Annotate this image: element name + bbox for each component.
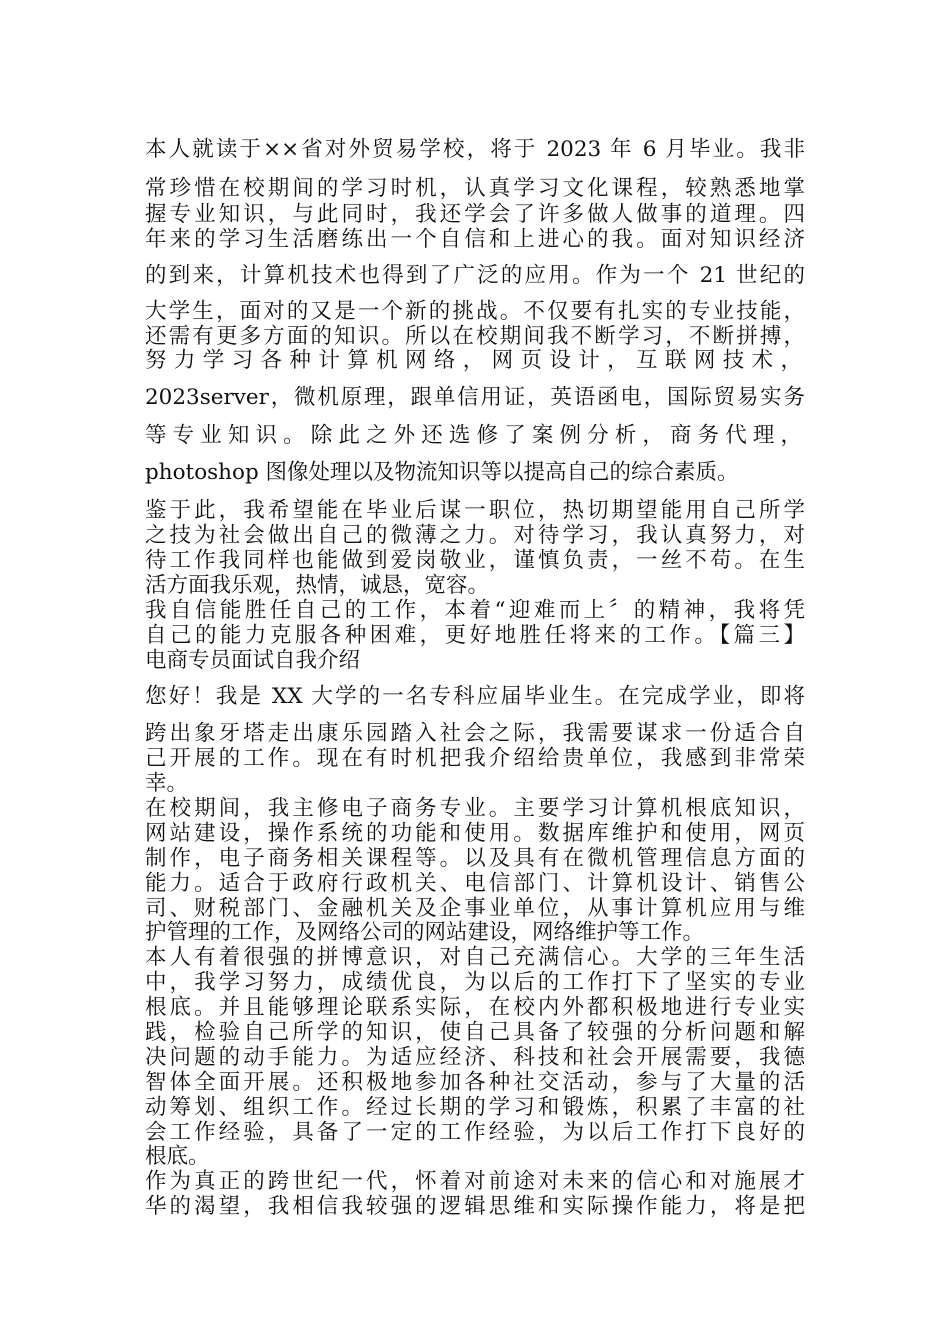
text-line: 您好！我是 XX 大学的一名专科应届毕业生。在完成学业，即将 [145,684,805,709]
text-line: 决问题的动手能力。为适应经济、科技和社会开展需要，我德 [145,1045,805,1070]
text-line: 还需有更多方面的知识。所以在校期间我不断学习，不断拼搏， [145,324,805,349]
text-line: 鉴于此，我希望能在毕业后谋一职位，热切期望能用自己所学 [145,498,805,523]
text-line: 华的渴望，我相信我较强的逻辑思维和实际操作能力，将是把 [145,1194,805,1219]
text-line: 握专业知识，与此同时，我还学会了许多做人做事的道理。四 [145,202,805,227]
text-line: 中，我学习努力，成绩优良，为以后的工作打下了坚实的专业 [145,970,805,995]
text-line: 网站建设，操作系统的功能和使用。数据库维护和使用，网页 [145,821,805,846]
text-line: 己开展的工作。现在有时机把我介绍给贵单位，我感到非常荣 [145,746,805,771]
text-line: 司、财税部门、金融机关及企事业单位，从事计算机应用与维 [145,896,805,921]
text-line: 幸。 [145,771,189,796]
text-line: 本人就读于××省对外贸易学校，将于 2023 年 6 月毕业。我非 [145,137,805,162]
text-line: 待工作我同样也能做到爱岗敬业，谨慎负责，一丝不苟。在生 [145,548,805,573]
text-line: 智体全面开展。还积极地参加各种社交活动，参与了大量的活 [145,1070,805,1095]
text-line: 电商专员面试自我介绍 [145,648,361,673]
text-line: 大学生，面对的又是一个新的挑战。不仅要有扎实的专业技能， [145,299,805,324]
text-line: 常珍惜在校期间的学习时机，认真学习文化课程，较熟悉地掌 [145,176,805,201]
text-line: photoshop 图像处理以及物流知识等以提高自己的综合素质。 [145,460,739,485]
text-line: 等专业知识。除此之外还选修了案例分析，商务代理， [145,423,805,448]
text-line: 努力学习各种计算机网络，网页设计，互联网技术， [145,348,805,373]
text-line: 护管理的工作，及网络公司的网站建设，网络维护等工作。 [145,920,705,945]
text-line: 自己的能力克服各种困难，更好地胜任将来的工作。【篇三】 [145,623,805,648]
text-line: 跨出象牙塔走出康乐园踏入社会之际，我需要谋求一份适合自 [145,721,805,746]
text-line: 制作，电子商务相关课程等。以及具有在微机管理信息方面的 [145,846,805,871]
text-line: 能力。适合于政府行政机关、电信部门、计算机设计、销售公 [145,871,805,896]
text-line: 的到来，计算机技术也得到了广泛的应用。作为一个 21 世纪的 [145,263,805,288]
text-line: 年来的学习生活磨练出一个自信和上进心的我。面对知识经济 [145,227,805,252]
text-line: 2023server，微机原理，跟单信用证，英语函电，国际贸易实务 [145,385,805,410]
text-line: 之技为社会做出自己的微薄之力。对待学习，我认真努力，对 [145,523,805,548]
text-line: 根底。 [145,1144,210,1169]
text-line: 动筹划、组织工作。经过长期的学习和锻炼，积累了丰富的社 [145,1095,805,1120]
text-line: 根底。并且能够理论联系实际，在校内外都积极地进行专业实 [145,995,805,1020]
text-line: 本人有着很强的拼博意识，对自己充满信心。大学的三年生活 [145,945,805,970]
text-line: 活方面我乐观，热情，诚恳，宽容。 [145,573,490,598]
text-line: 会工作经验，具备了一定的工作经验，为以后工作打下良好的 [145,1120,805,1145]
text-line: 作为真正的跨世纪一代，怀着对前途对未来的信心和对施展才 [145,1169,805,1194]
text-line: 践，检验自己所学的知识，使自己具备了较强的分析问题和解 [145,1020,805,1045]
text-line: 我自信能胜任自己的工作，本着“迎难而上〞的精神，我将凭 [145,598,805,623]
text-line: 在校期间，我主修电子商务专业。主要学习计算机根底知识， [145,796,805,821]
